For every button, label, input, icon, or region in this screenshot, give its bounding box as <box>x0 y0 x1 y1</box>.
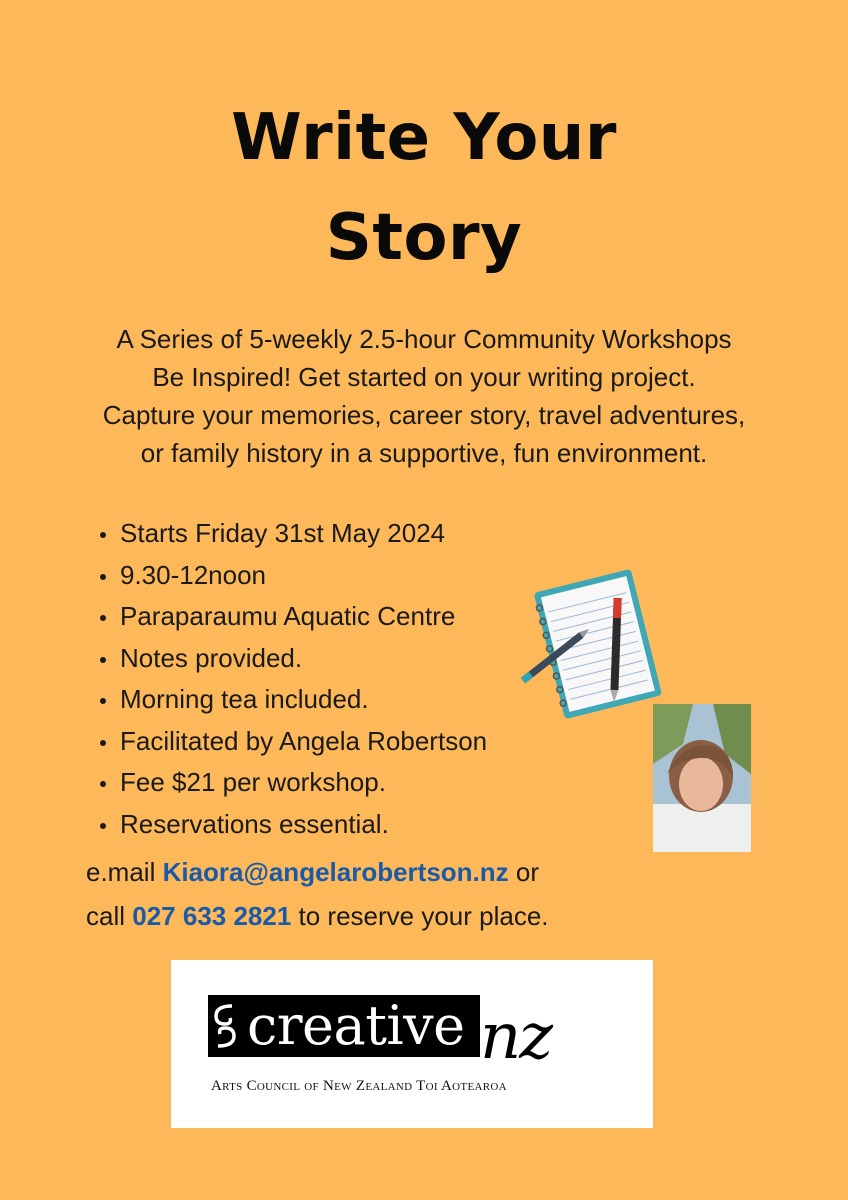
email-link[interactable]: Kiaora@angelarobertson.nz <box>162 857 509 887</box>
detail-start-date: Starts Friday 31st May 2024 <box>98 513 487 555</box>
intro-line: A Series of 5-weekly 2.5-hour Community Workshops <box>116 324 732 354</box>
phone-link[interactable]: 027 633 2821 <box>132 901 292 931</box>
logo-nz: nz <box>480 1000 551 1074</box>
notepad-pen-icon <box>512 566 668 722</box>
title-line-2: Story <box>325 201 523 275</box>
email-line <box>86 850 549 894</box>
intro-line: Be Inspired! Get started on your writing project. <box>152 362 696 392</box>
contact-info <box>86 850 549 938</box>
detail-facilitator: Facilitated by Angela Robertson <box>98 721 487 763</box>
phone-suffix: to reserve your place. <box>291 901 549 931</box>
title-line-1: Write Your <box>231 101 617 175</box>
intro-line: Capture your memories, career story, travel adventures, <box>102 400 746 430</box>
detail-notes: Notes provided. <box>98 638 487 680</box>
poster-title <box>0 88 848 288</box>
logo-tagline: Arts Council of New Zealand Toi Aotearoa <box>211 1078 507 1094</box>
detail-time: 9.30-12noon <box>98 555 487 597</box>
detail-reservations: Reservations essential. <box>98 804 487 846</box>
logo-word: creative <box>247 994 465 1057</box>
koru-icon <box>210 1000 240 1052</box>
detail-fee: Fee $21 per workshop. <box>98 762 487 804</box>
detail-venue: Paraparaumu Aquatic Centre <box>98 596 487 638</box>
email-suffix: or <box>508 857 540 887</box>
facilitator-photo <box>653 704 751 852</box>
creative-nz-logo <box>171 960 653 1128</box>
email-prefix: e.mail <box>86 857 163 887</box>
intro-line: or family history in a supportive, fun environment. <box>140 438 708 468</box>
phone-line <box>86 894 549 938</box>
detail-morning-tea: Morning tea included. <box>98 679 487 721</box>
details-list <box>98 513 487 845</box>
phone-prefix: call <box>86 901 133 931</box>
intro-text <box>0 320 848 472</box>
